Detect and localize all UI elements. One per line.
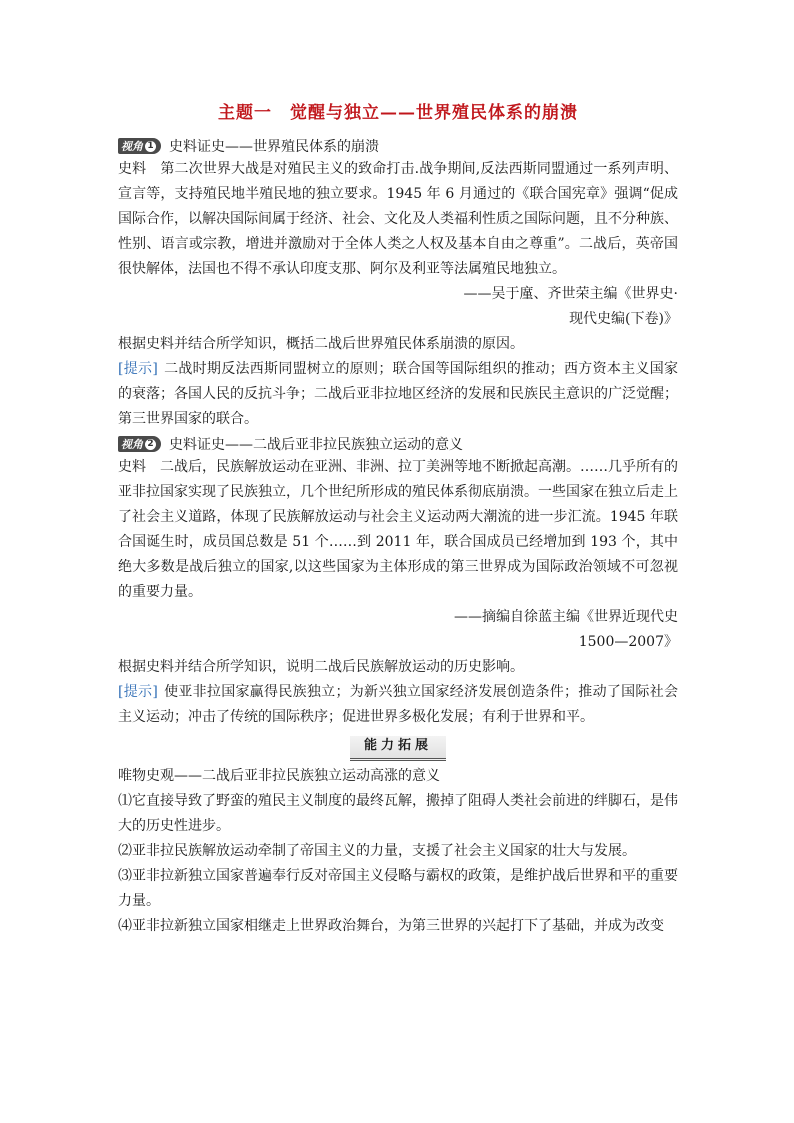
material-label: 史料 xyxy=(118,459,146,475)
material-text: 二战后，民族解放运动在亚洲、非洲、拉丁美洲等地不断掀起高潮。……几乎所有的亚非拉国家实现了民族独立，几个世纪所形成的殖民体系彻底崩溃。一些国家在独立后走上了社会主义道路，体现了民族解放运动与社会主义运动两大潮流的进一步汇流。1945 年联合国诞生时，成员国总数是 51 个……到 2011 年，联合国成员已经增加到 193 个，其中绝大多数是战后独立的国家,以这些国家为主体形成的第三世界成为国际政治领域不可忽视的重要力量。 xyxy=(118,459,678,600)
expand-heading-label: 能力拓展 xyxy=(350,736,446,761)
angle-1-hint xyxy=(118,357,678,432)
angle-badge xyxy=(118,436,161,452)
hint-label: [提示] xyxy=(118,684,158,700)
angle-2-header xyxy=(118,433,678,455)
expand-section-heading xyxy=(118,736,678,760)
hint-text: 使亚非拉国家赢得民族独立；为新兴独立国家经济发展创造条件；推动了国际社会主义运动；冲击了传统的国际秩序；促进世界多极化发展；有利于世界和平。 xyxy=(118,684,678,725)
angle-1-heading: 史料证史——世界殖民体系的崩溃 xyxy=(169,139,379,155)
angle-badge-label: 视角 xyxy=(121,438,143,451)
angle-badge xyxy=(118,138,161,154)
angle-2-source-line-1: ——摘编自徐蓝主编《世界近现代史 xyxy=(454,609,678,625)
angle-2-source-line-2: 1500—2007》 xyxy=(578,634,678,650)
expand-item: ⑶亚非拉新独立国家普遍奉行反对帝国主义侵略与霸权的政策，是维护战后世界和平的重要力量。 xyxy=(118,868,678,909)
angle-1-source-line-1: ——吴于廑、齐世荣主编《世界史· xyxy=(463,286,678,302)
angle-2-hint xyxy=(118,680,678,730)
angle-badge-number: 1 xyxy=(145,141,156,152)
document-page xyxy=(118,92,678,939)
material-label: 史料 xyxy=(118,161,147,177)
angle-2-heading: 史料证史——二战后亚非拉民族独立运动的意义 xyxy=(169,437,463,453)
expand-item: ⑵亚非拉民族解放运动牵制了帝国主义的力量，支援了社会主义国家的壮大与发展。 xyxy=(118,843,636,859)
angle-badge-number: 2 xyxy=(145,439,156,450)
angle-1-header xyxy=(118,135,678,157)
angle-1-material xyxy=(118,157,678,282)
angle-1-question: 根据史料并结合所学知识，概括二战后世界殖民体系崩溃的原因。 xyxy=(118,336,524,352)
angle-badge-label: 视角 xyxy=(121,140,143,153)
angle-1-source-line-2: 现代史编(下卷)》 xyxy=(569,311,678,327)
angle-2-material xyxy=(118,455,678,605)
page-title: 主题一 觉醒与独立——世界殖民体系的崩溃 xyxy=(218,103,578,123)
material-text: 第二次世界大战是对殖民主义的致命打击.战争期间,反法西斯同盟通过一系列声明、宣言等，支持殖民地半殖民地的独立要求。1945 年 6 月通过的《联合国宪章》强调“促成国际合作，以解决国际间属于经济、社会、文化及人类福利性质之国际问题，且不分种族、性别、语言或宗教，增进并激励对于全体人类之人权及基本自由之尊重”。二战后，英帝国很快解体，法国也不得不承认印度支那、阿尔及利亚等法属殖民地独立。 xyxy=(118,161,679,277)
hint-label: [提示] xyxy=(118,361,158,377)
expand-item: ⑴它直接导致了野蛮的殖民主义制度的最终瓦解，搬掉了阻碍人类社会前进的绊脚石，是伟大的历史性进步。 xyxy=(118,793,678,834)
hint-text: 二战时期反法西斯同盟树立的原则；联合国等国际组织的推动；西方资本主义国家的衰落；各国人民的反抗斗争；二战后亚非拉地区经济的发展和民族民主意识的广泛觉醒；第三世界国家的联合。 xyxy=(118,361,678,427)
angle-2-question: 根据史料并结合所学知识，说明二战后民族解放运动的历史影响。 xyxy=(118,659,524,675)
expand-item: ⑷亚非拉新独立国家相继走上世界政治舞台，为第三世界的兴起打下了基础，并成为改变 xyxy=(118,918,664,934)
expand-subtitle: 唯物史观——二战后亚非拉民族独立运动高涨的意义 xyxy=(118,768,440,784)
